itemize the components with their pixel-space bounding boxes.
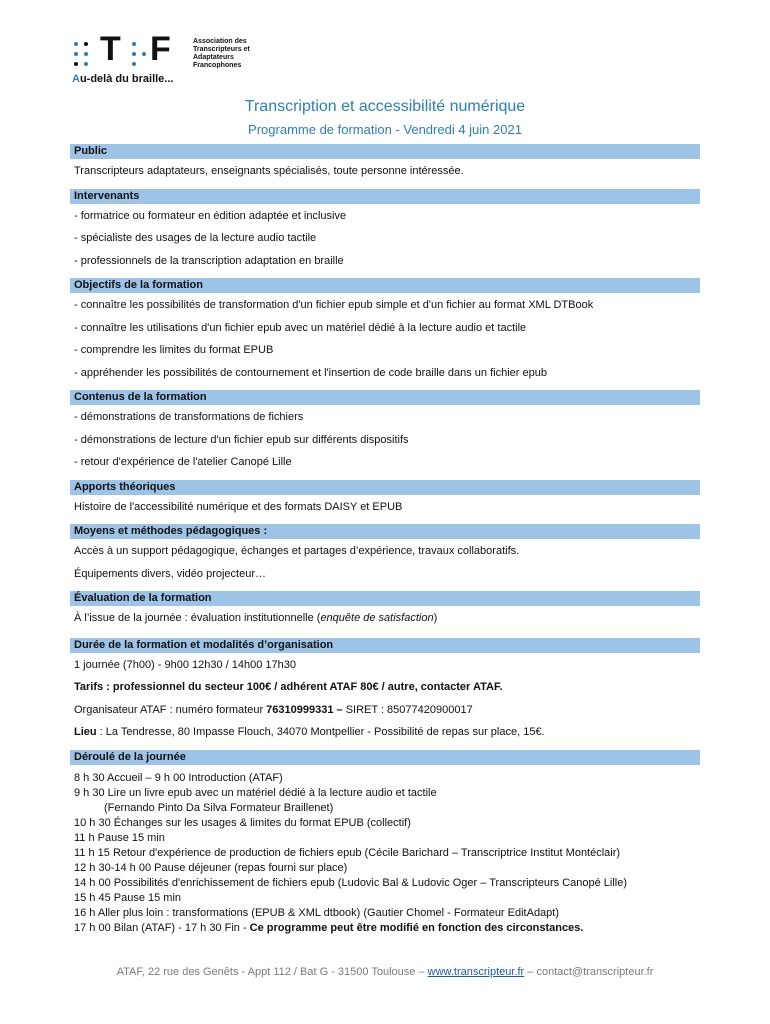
footer-website-link[interactable]: www.transcripteur.fr (427, 966, 525, 978)
duree-hours: 1 journée (7h00) - 9h00 12h30 / 14h00 17h30 (74, 658, 297, 671)
schedule-item: 9 h 30 Lire un livre epub avec un matériel dédié à la lecture audio et tactile (74, 786, 437, 799)
schedule-item: (Fernando Pinto Da Silva Formateur Braillenet) (104, 801, 334, 814)
schedule-item: 10 h 30 Échanges sur les usages & limites du format EPUB (collectif) (74, 816, 411, 829)
ataf-logo (72, 30, 272, 88)
list-item: - connaître les possibilités de transformation d'un fichier epub simple et d'un fichier au format XML DTBook (74, 299, 594, 311)
section-heading-moyens: Moyens et méthodes pédagogiques : (70, 524, 700, 539)
page-subtitle: Programme de formation - Vendredi 4 juin 2021 (248, 122, 522, 137)
public-text: Transcripteurs adaptateurs, enseignants spécialisés, toute personne intéressée. (74, 165, 464, 177)
evaluation-text-start: À l’issue de la journée : évaluation institutionnelle ( (74, 612, 321, 624)
schedule-disclaimer: Ce programme peut être modifié en fonction des circonstances. (249, 921, 584, 934)
list-item: - démonstrations de transformations de fichiers (74, 411, 304, 423)
list-item: - formatrice ou formateur en édition adaptée et inclusive (74, 209, 347, 222)
schedule-item: 15 h 45 Pause 15 min (74, 891, 182, 904)
duree-tarifs (70, 676, 700, 699)
logo-tagline (72, 73, 173, 85)
tarifs-text: Tarifs : professionnel du secteur 100€ / adhérent ATAF 80€ / autre, contacter ATAF. (74, 681, 503, 693)
evaluation-text (70, 607, 700, 630)
list-item: - spécialiste des usages de la lecture audio tactile (74, 232, 317, 244)
list-item: - connaître les utilisations d'un fichier epub avec un matériel dédié à la lecture audio et tactile (74, 321, 527, 334)
list-item: - démonstrations de lecture d'un fichier epub sur différents dispositifs (74, 433, 409, 446)
list-item: Accès à un support pédagogique, échanges et partages d’expérience, travaux collaboratifs. (74, 545, 520, 557)
list-item: - retour d'expérience de l'atelier Canopé Lille (74, 456, 292, 468)
organisateur-prefix: Organisateur ATAF : numéro formateur (74, 703, 267, 716)
evaluation-text-end: ) (433, 612, 438, 624)
list-item: Équipements divers, vidéo projecteur… (74, 567, 266, 580)
schedule-item: 14 h 00 Possibilités d'enrichissement de fichiers epub (Ludovic Bal & Ludovic Oger – Transcripteurs Canopé Lille) (74, 876, 628, 889)
schedule-last-text: 17 h 00 Bilan (ATAF) - 17 h 30 Fin - (74, 921, 250, 934)
duree-organisateur (70, 699, 700, 722)
schedule-item-last (74, 921, 700, 936)
logo-association-name: Association des Transcripteurs et Adaptateurs Francophones (193, 38, 250, 69)
section-heading-evaluation: Évaluation de la formation (70, 591, 700, 606)
section-heading-duree: Durée de la formation et modalités d’organisation (70, 638, 700, 653)
schedule-list (70, 771, 700, 936)
list-item: - comprendre les limites du format EPUB (74, 344, 274, 356)
logo-letter-t: T (100, 30, 121, 68)
footer-separator: – (524, 966, 537, 978)
schedule-item: 8 h 30 Accueil – 9 h 00 Introduction (ATAF) (74, 771, 283, 784)
logo-tagline-rest: u-delà du braille... (79, 73, 174, 85)
section-heading-intervenants: Intervenants (70, 189, 700, 204)
apports-text: Histoire de l'accessibilité numérique et des formats DAISY et EPUB (74, 500, 403, 513)
section-heading-deroule: Déroulé de la journée (70, 750, 700, 765)
schedule-item: 11 h Pause 15 min (74, 831, 165, 844)
schedule-item: 11 h 15 Retour d'expérience de production de fichiers epub (Cécile Barichard – Transcriptrice Institut Montéclair) (74, 846, 621, 859)
section-heading-contenus: Contenus de la formation (70, 390, 700, 405)
organisateur-siret: SIRET : 85077420900017 (342, 703, 473, 716)
list-item: - appréhender les possibilités de contournement et l'insertion de code braille dans un fichier epub (74, 366, 547, 379)
section-heading-objectifs: Objectifs de la formation (70, 278, 700, 293)
footer-address: ATAF, 22 rue des Genêts - Appt 112 / Bat G - 31500 Toulouse – (116, 966, 428, 978)
logo-tagline-initial: A (72, 73, 80, 85)
organisateur-number: 76310999331 – (266, 703, 343, 716)
programme-content (70, 144, 700, 936)
braille-dots-icon (128, 40, 152, 68)
section-heading-public: Public (70, 144, 700, 159)
duree-lieu (70, 721, 700, 744)
section-heading-apports: Apports théoriques (70, 480, 700, 495)
schedule-item: 16 h Aller plus loin : transformations (EPUB & XML dtbook) (Gautier Chomel - Formateur EditAdapt) (74, 906, 560, 919)
lieu-label: Lieu (74, 726, 97, 738)
schedule-item: 12 h 30-14 h 00 Pause déjeuner (repas fourni sur place) (74, 861, 348, 874)
footer-email[interactable]: contact@transcripteur.fr (536, 966, 654, 978)
logo-letter-f: F (150, 30, 171, 68)
footer (0, 966, 770, 978)
braille-dots-icon (72, 40, 102, 68)
lieu-text: : La Tendresse, 80 Impasse Flouch, 34070 Montpellier - Possibilité de repas sur place, 15€. (96, 726, 545, 738)
evaluation-text-italic: enquête de satisfaction (320, 612, 434, 624)
page-title: Transcription et accessibilité numérique (244, 98, 526, 115)
list-item: - professionnels de la transcription adaptation en braille (74, 254, 344, 267)
